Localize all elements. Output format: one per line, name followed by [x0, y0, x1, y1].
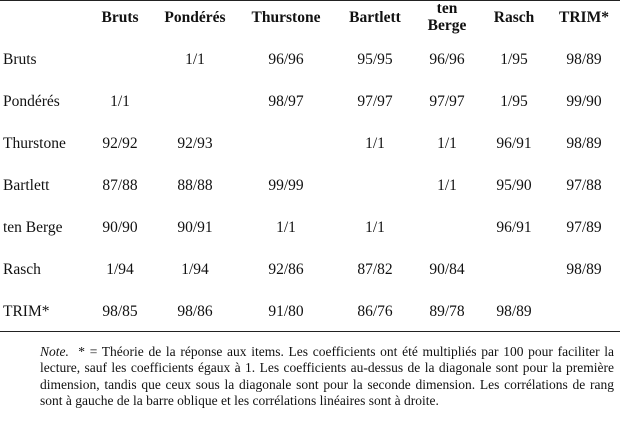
note-text: * = Théorie de la réponse aux items. Les coefficients ont été multipliés par 100 pour faciliter la lecture, sauf les coefficients égaux à 1. Les coefficients au-dessus de la diagonale sont pour la première dimension, tandis que ceux sous la diagonale sont pour la seconde dimension. Les corrélations de rang sont à gauche de la barre oblique et les corrélations linéaires sont à droite.: [40, 344, 615, 409]
table-cell: 97/97: [357, 93, 393, 110]
table-cell: 86/76: [357, 303, 393, 320]
table-cell: 99/90: [566, 93, 602, 110]
table-cell: 98/89: [566, 51, 602, 68]
table-cell: 90/84: [429, 261, 465, 278]
row-label: Bartlett: [3, 177, 50, 194]
table-cell: 98/97: [268, 93, 304, 110]
table-cell: 1/95: [500, 51, 528, 68]
table-cell: 89/78: [429, 303, 465, 320]
table-cell: 99/99: [268, 177, 304, 194]
table-cell: 88/88: [177, 177, 213, 194]
row-label: Pondérés: [3, 93, 60, 110]
note-label: Note.: [40, 344, 69, 359]
table-cell: 95/95: [357, 51, 393, 68]
table-cell: 98/85: [102, 303, 138, 320]
column-header-bartlett: Bartlett: [349, 9, 401, 26]
table-cell: 98/89: [566, 135, 602, 152]
bottom-rule: [0, 331, 620, 332]
column-header-thurstone: Thurstone: [251, 9, 321, 26]
table-cell: 1/94: [106, 261, 134, 278]
table-cell: 96/91: [496, 219, 532, 236]
table-cell: 98/86: [177, 303, 213, 320]
row-label: TRIM*: [3, 303, 50, 320]
row-label: ten Berge: [3, 219, 63, 236]
column-header-bruts: Bruts: [101, 9, 139, 26]
table-cell: 87/88: [102, 177, 138, 194]
table-cell: 92/92: [102, 135, 138, 152]
table-note: [40, 344, 614, 410]
row-label: Rasch: [3, 261, 41, 278]
table-cell: 1/1: [365, 135, 385, 152]
table-cell: 92/86: [268, 261, 304, 278]
top-rule: [0, 0, 620, 1]
table-cell: 90/90: [102, 219, 138, 236]
table-cell: 1/1: [110, 93, 130, 110]
row-label: Bruts: [3, 51, 37, 68]
table-cell: 1/1: [437, 177, 457, 194]
table-cell: 1/1: [185, 51, 205, 68]
column-header-ten-berge: ten Berge: [427, 0, 467, 34]
table-cell: 96/96: [429, 51, 465, 68]
table-cell: 97/97: [429, 93, 465, 110]
table-cell: 97/88: [566, 177, 602, 194]
table-cell: 96/91: [496, 135, 532, 152]
table-cell: 1/94: [181, 261, 209, 278]
table-cell: 95/90: [496, 177, 532, 194]
column-header-trim: TRIM*: [559, 9, 609, 26]
table-cell: 1/1: [365, 219, 385, 236]
table-cell: 90/91: [177, 219, 213, 236]
table-cell: 1/95: [500, 93, 528, 110]
table-cell: 97/89: [566, 219, 602, 236]
column-header-ponderes: Pondérés: [164, 9, 226, 26]
table-cell: 92/93: [177, 135, 213, 152]
table-cell: 1/1: [437, 135, 457, 152]
table-cell: 91/80: [268, 303, 304, 320]
table-cell: 98/89: [496, 303, 532, 320]
table-cell: 87/82: [357, 261, 393, 278]
table-cell: 1/1: [276, 219, 296, 236]
column-header-rasch: Rasch: [493, 9, 535, 26]
row-label: Thurstone: [3, 135, 66, 152]
table-cell: 98/89: [566, 261, 602, 278]
table-cell: 96/96: [268, 51, 304, 68]
